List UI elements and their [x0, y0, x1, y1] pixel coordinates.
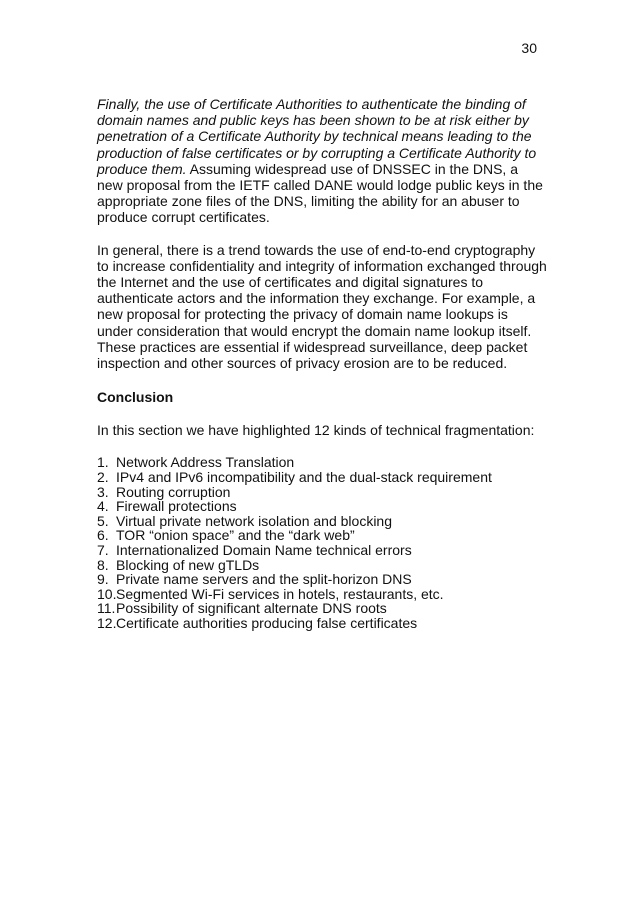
list-text: Blocking of new gTLDs	[116, 556, 260, 573]
list-item	[97, 601, 547, 616]
list-number: 3.	[97, 483, 109, 500]
list-text: TOR “onion space” and the “dark web”	[116, 527, 355, 544]
list-number: 1.	[97, 454, 109, 471]
list-item	[97, 572, 547, 587]
list-item	[97, 514, 547, 529]
list-number: 5.	[97, 512, 109, 529]
list-item	[97, 616, 547, 631]
list-text: Routing corruption	[116, 483, 231, 500]
list-item	[97, 499, 547, 514]
list-number: 8.	[97, 556, 109, 573]
list-text: Possibility of significant alternate DNS roots	[116, 600, 387, 617]
list-item	[97, 470, 547, 485]
section-heading: Conclusion	[97, 389, 174, 406]
list-text: Firewall protections	[116, 498, 237, 515]
paragraph-cryptography-trend: In general, there is a trend towards the use of end-to-end cryptography to increase confidentiality and integrity of information exchanged through the Internet and the use of certificates and digital signatures to authenticate actors and the information they exchange. For example, a new proposal for protecting the privacy of domain name lookups is under consideration that would encrypt the domain name lookup itself. These practices are essential if widespread surveillance, deep packet inspection and other sources of privacy erosion are to be reduced.	[97, 241, 547, 372]
list-number: 11.	[97, 600, 116, 617]
list-number: 9.	[97, 571, 109, 588]
list-text: IPv4 and IPv6 incompatibility and the dual-stack requirement	[116, 469, 492, 486]
list-item	[97, 558, 547, 573]
list-text: Segmented Wi-Fi services in hotels, restaurants, etc.	[116, 585, 444, 602]
list-item	[97, 485, 547, 500]
page-number: 30	[521, 40, 537, 56]
list-item	[97, 587, 547, 602]
list-number: 6.	[97, 527, 109, 544]
list-text: Private name servers and the split-horizon DNS	[116, 571, 412, 588]
list-number: 2.	[97, 469, 109, 486]
list-number: 4.	[97, 498, 109, 515]
list-item	[97, 455, 547, 470]
list-number: 10.	[97, 585, 117, 602]
page-body	[97, 96, 547, 631]
list-text: Network Address Translation	[116, 454, 295, 471]
paragraph-certificate-authorities	[97, 96, 547, 226]
list-number: 7.	[97, 542, 109, 559]
list-text: Internationalized Domain Name technical errors	[116, 542, 412, 559]
list-number: 12.	[97, 614, 117, 631]
list-item	[97, 543, 547, 558]
list-text: Certificate authorities producing false certificates	[116, 614, 418, 631]
body-text: Assuming widespread use of DNSSEC in the DNS, a new proposal from the IETF called DANE would lodge public keys in the appropriate zone files of the DNS, limiting the ability for an abuser to produce corrupt certificates.	[97, 160, 543, 226]
list-text: Virtual private network isolation and blocking	[116, 512, 393, 529]
conclusion-intro: In this section we have highlighted 12 kinds of technical fragmentation:	[97, 422, 535, 439]
fragmentation-list	[97, 455, 547, 630]
italic-text: Finally, the use of Certificate Authorities to authenticate the binding of domain names and public keys has been shown to be at risk either by penetration of a Certificate Authority by technical means leading to the production of false certificates or by corrupting a Certificate Authority to produce them.	[97, 96, 537, 177]
list-item	[97, 528, 547, 543]
